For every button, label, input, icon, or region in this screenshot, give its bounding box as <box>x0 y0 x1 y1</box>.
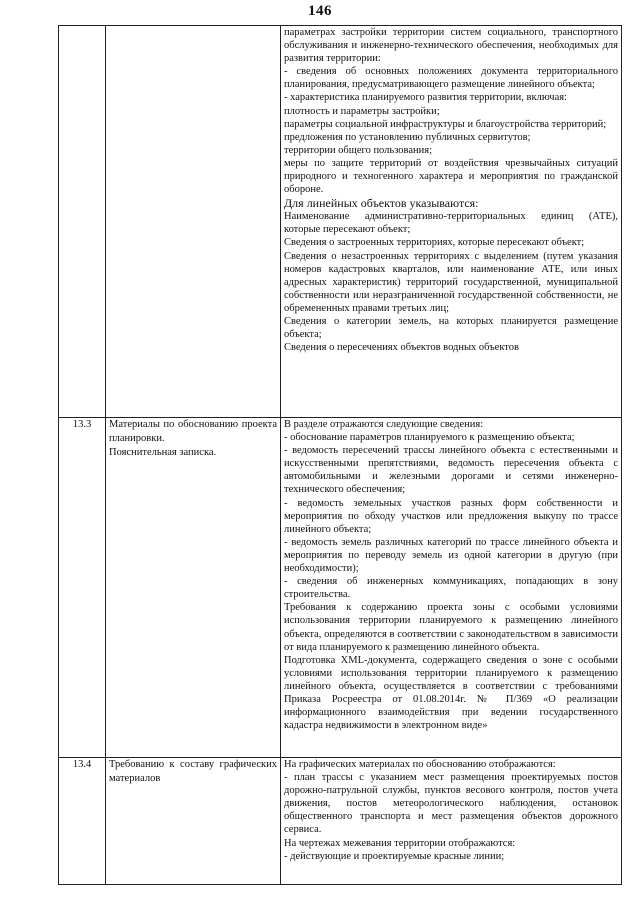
row-name-cell <box>106 26 281 418</box>
content-paragraph: плотность и параметры застройки; <box>284 105 440 117</box>
table-row <box>59 758 622 885</box>
row-content-cell <box>281 758 622 885</box>
row-number: 13.4 <box>59 758 106 885</box>
content-paragraph: Для линейных объектов указываются: <box>284 196 479 211</box>
table-row <box>59 418 622 758</box>
content-paragraph: параметры социальной инфраструктуры и благоустройства территорий; <box>284 118 607 130</box>
content-paragraph: Требования к содержанию проекта зоны с особыми условиями использования территории планируемого к размещению линейного объекта, определяются в соответствии с законодательством в зависимости от вида планируемого к размещению линейного объекта. <box>284 602 618 653</box>
content-paragraph: - план трассы с указанием мест размещения проектируемых постов дорожно-патрульной службы, пунктов весового контроля, постов учета движения, постов метеорологического наблюдения, остановок общественного транспорта и мест размещения объектов дорожного сервиса. <box>284 772 618 836</box>
content-paragraph: Наименование административно-территориальных единиц (АТЕ), которые пересекают объект; <box>284 211 618 236</box>
content-paragraph: На графических материалах по обоснованию отображаются: <box>284 759 556 770</box>
row-name: Требованию к составу графических материалов <box>109 759 277 784</box>
content-paragraph: территории общего пользования; <box>284 144 432 156</box>
row-content-cell <box>281 26 622 418</box>
page-number: 146 <box>308 3 332 19</box>
content-paragraph: - сведения об инженерных коммуникациях, попадающих в зону строительства. <box>284 576 618 601</box>
table-row <box>59 26 622 418</box>
row-name: Материалы по обоснованию проекта планировки. <box>109 419 277 444</box>
content-paragraph: Подготовка XML-документа, содержащего сведения о зоне с особыми условиями использования территории планируемого к размещению линейного объекта, осуществляется в соответствии с требованиями Приказа Росреестра от 01.08.2014г. № П/369 «О реализации информационного взаимодействия при ведении государственного кадастра недвижимости в электронном виде» <box>284 654 618 732</box>
content-paragraph: - действующие и проектируемые красные линии; <box>284 850 505 862</box>
content-paragraph: - характеристика планируемого развития территории, включая: <box>284 92 567 104</box>
content-paragraph: В разделе отражаются следующие сведения: <box>284 419 484 430</box>
content-paragraph: меры по защите территорий от воздействия чрезвычайных ситуаций природного и техногенного характера и мероприятия по гражданской обороне. <box>284 157 618 196</box>
content-paragraph: - ведомость пересечений трассы линейного объекта с естественными и искусственными препятствиями, ведомость пересечения объекта с автомобильными и железными дорогами и сетями инженерно-технического обеспечения; <box>284 445 618 496</box>
content-paragraph: Сведения о категории земель, на которых планируется размещение объекта; <box>284 315 618 341</box>
content-paragraph: Сведения о пересечениях объектов водных объектов <box>284 342 519 354</box>
row-number: 13.3 <box>59 418 106 758</box>
content-paragraph: - ведомость земель различных категорий по трассе линейного объекта и мероприятия по переводу земель из одной категории в другую (при необходимости); <box>284 536 618 575</box>
content-paragraph: - ведомость земельных участков разных форм собственности и мероприятия по обходу участков или предложения выкупу по трассе линейного объекта; <box>284 497 618 535</box>
content-paragraph: На чертежах межевания территории отображаются: <box>284 837 516 849</box>
requirements-table <box>58 25 622 885</box>
content-paragraph: параметрах застройки территории систем социального, транспортного обслуживания и инженерно-технического обеспечения, необходимых для развития территории: <box>284 27 618 65</box>
row-name-cell <box>106 758 281 885</box>
row-name: Пояснительная записка. <box>109 447 217 458</box>
row-content-cell <box>281 418 622 758</box>
content-paragraph: Сведения о незастроенных территориях с выделением (путем указания номеров кадастровых кварталов, или наименование АТЕ, или иных адресных характеристик) территорий государственной, муниципальной собственности или неразграниченной государственной собственности, не обремененных правами третьих лиц; <box>284 250 618 314</box>
row-number <box>59 26 106 418</box>
row-name-cell <box>106 418 281 758</box>
content-paragraph: - сведения об основных положениях документа территориального планирования, предусматривающего размещение линейного объекта; <box>284 66 618 91</box>
content-paragraph: Сведения о застроенных территориях, которые пересекают объект; <box>284 237 585 249</box>
content-paragraph: предложения по установлению публичных сервитутов; <box>284 131 531 143</box>
content-paragraph: - обоснование параметров планируемого к размещению объекта; <box>284 432 575 444</box>
